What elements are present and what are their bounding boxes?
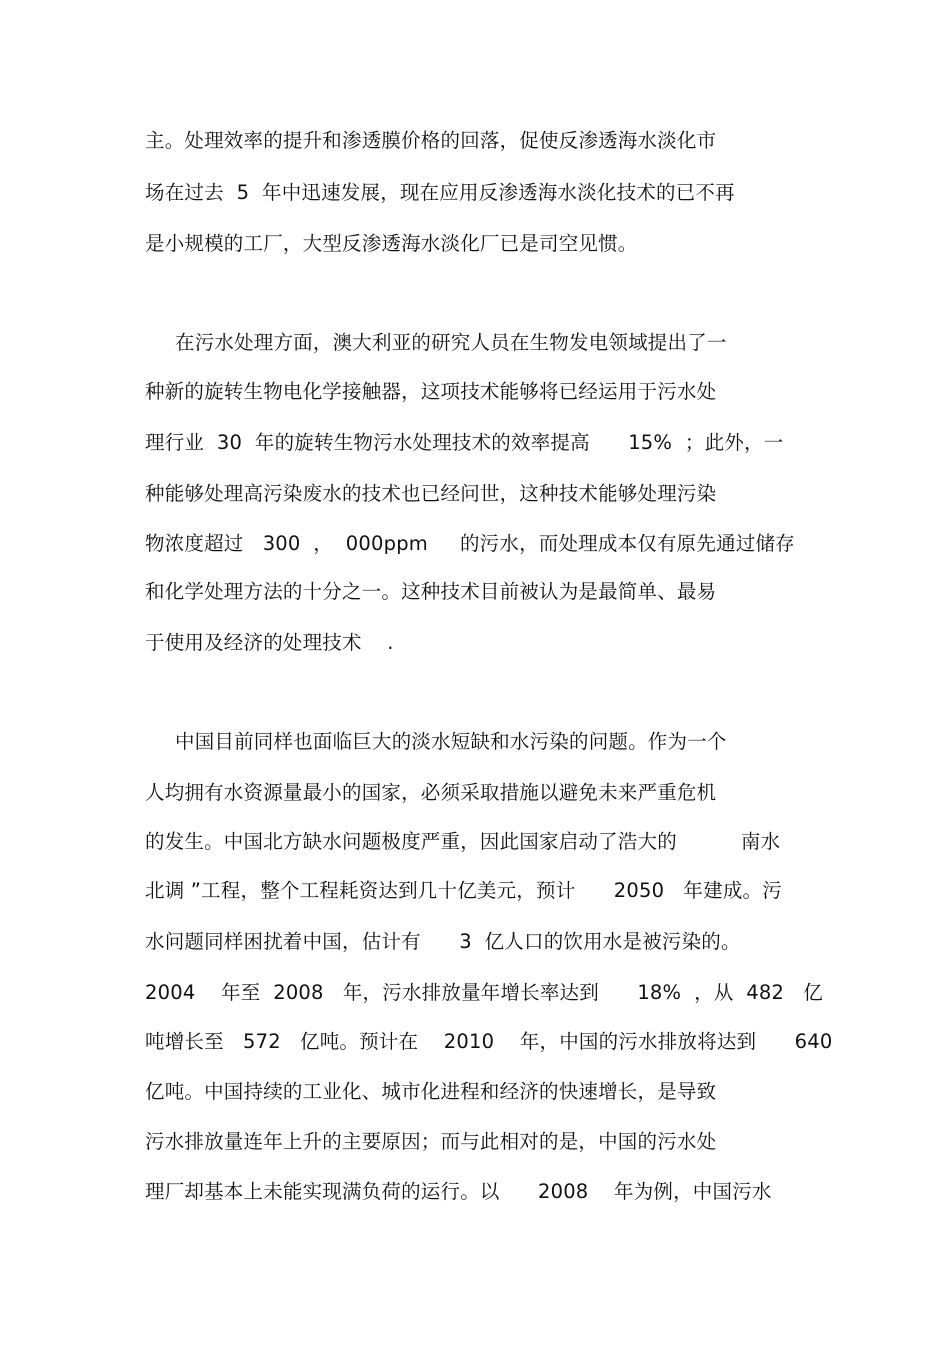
text-line: 在污水处理方面，澳大利亚的研究人员在生物发电领域提出了一	[175, 331, 727, 354]
text-line: 于使用及经济的处理技术 .	[145, 631, 394, 654]
text-line: 吨增长至 572 亿吨。预计在 2010 年，中国的污水排放将达到 640	[145, 1030, 833, 1053]
text-line: 种能够处理高污染废水的技术也已经问世，这种技术能够处理污染	[145, 482, 717, 505]
text-line: 理行业 30 年的旋转生物污水处理技术的效率提高 15% ；此外，一	[145, 431, 784, 454]
text-line: 场在过去 5 年中迅速发展，现在应用反渗透海水淡化技术的已不再	[145, 181, 735, 204]
text-line: 理厂却基本上未能实现满负荷的运行。以 2008 年为例，中国污水	[145, 1180, 772, 1203]
text-line: 中国目前同样也面临巨大的淡水短缺和水污染的问题。作为一个	[175, 730, 727, 753]
text-line: 种新的旋转生物电化学接触器，这项技术能够将已经运用于污水处	[145, 380, 717, 403]
text-line: 北调 ”工程，整个工程耗资达到几十亿美元，预计 2050 年建成。污	[145, 879, 782, 902]
text-line: 污水排放量连年上升的主要原因；而与此相对的是，中国的污水处	[145, 1130, 717, 1153]
text-line: 和化学处理方法的十分之一。这种技术目前被认为是最简单、最易	[145, 580, 717, 603]
text-line: 主。处理效率的提升和渗透膜价格的回落，促使反渗透海水淡化市	[145, 129, 717, 152]
text-line: 人均拥有水资源量最小的国家，必须采取措施以避免未来严重危机	[145, 781, 717, 804]
text-line: 亿吨。中国持续的工业化、城市化进程和经济的快速增长，是导致	[145, 1080, 717, 1103]
text-line: 的发生。中国北方缺水问题极度严重，因此国家启动了浩大的 南水	[145, 830, 781, 853]
text-line: 2004 年至 2008 年，污水排放量年增长率达到 18% ，从 482 亿	[145, 981, 823, 1004]
text-line: 物浓度超过 300 ， 000ppm 的污水，而处理成本仅有原先通过储存	[145, 532, 795, 555]
text-line: 是小规模的工厂，大型反渗透海水淡化厂已是司空见惯。	[145, 232, 638, 255]
text-line: 水问题同样困扰着中国，估计有 3 亿人口的饮用水是被污染的。	[145, 930, 741, 953]
